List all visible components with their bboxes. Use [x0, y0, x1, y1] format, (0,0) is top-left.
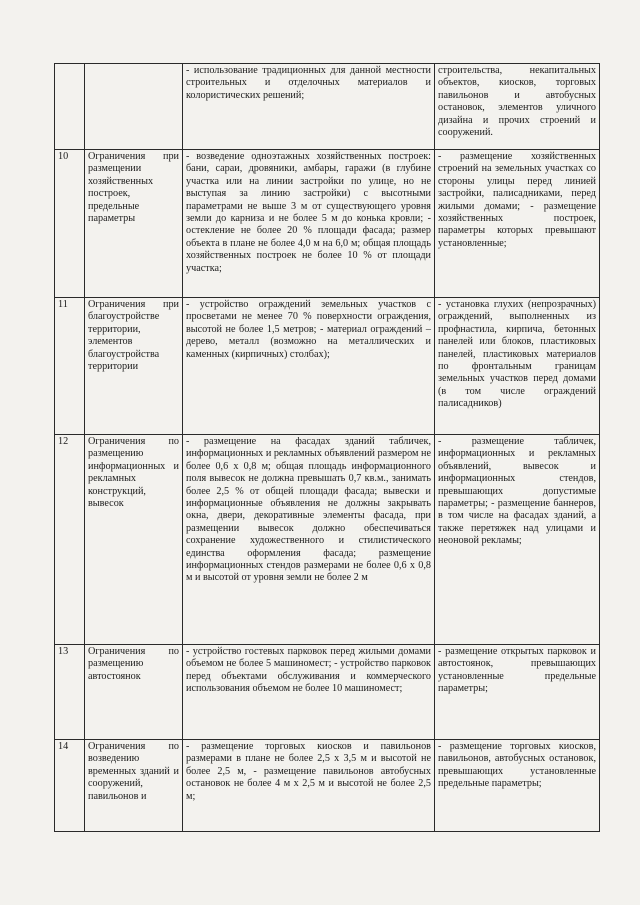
table-row [55, 435, 600, 645]
allowed-text: - размещение на фасадах зданий табличек, информационных и рекламных объявлений размером не более 0,6 х 0,8 м; общая площадь информационного поля вывесок не должна превышать 0,7 кв.м., занимать более 2,5 % от общей площади фасада; вывески и информационные объявления не должны закрывать окна, двери, декоративные элементы фасада, при размещении вывесок должно обеспечиваться сохранение художественного и стилистического единства оформления фасада; размещение информационных стендов размерами не более 0,6 х 0,8 м и высотой от уровня земли не более 2 м [183, 435, 435, 645]
row-number: 10 [55, 150, 85, 298]
regulations-table [54, 63, 600, 832]
table-row [55, 645, 600, 740]
restriction-title: Ограничения по размещению информационных и рекламных конструкций, вывесок [85, 435, 183, 645]
forbidden-text: - установка глухих (непрозрачных) ограждений, выполненных из профнастила, кирпича, бетонных панелей или блоков, пластиковых панелей, пластиковых материалов по фронтальным границам земельных участков перед домами (в том числе ограждений палисадников) [435, 298, 600, 435]
allowed-text: - устройство гостевых парковок перед жилыми домами объемом не более 5 машиномест; - устройство парковок перед объектами обслуживания и коммерческого использования объемом не более 10 машиномест; [183, 645, 435, 740]
restriction-title: Ограничения при благоустройстве территории, элементов благоустройства территории [85, 298, 183, 435]
forbidden-text: строительства, некапитальных объектов, киосков, торговых павильонов и автобусных остановок, элементов уличного дизайна и прочих строений и сооружений. [435, 64, 600, 150]
forbidden-text: - размещение хозяйственных строений на земельных участках со стороны улицы перед линией застройки, палисадниками, перед жилыми домами; - размещение хозяйственных построек, параметры которых превышают установленные; [435, 150, 600, 298]
restriction-title: Ограничения по возведению временных зданий и сооружений, павильонов и [85, 740, 183, 832]
allowed-text: - использование традиционных для данной местности строительных и отделочных материалов и колористических решений; [183, 64, 435, 150]
row-number: 11 [55, 298, 85, 435]
row-number: 12 [55, 435, 85, 645]
forbidden-text: - размещение открытых парковок и автостоянок, превышающих установленные предельные параметры; [435, 645, 600, 740]
row-number: 14 [55, 740, 85, 832]
restriction-title [85, 64, 183, 150]
forbidden-text: - размещение торговых киосков, павильонов, автобусных остановок, превышающих установленные предельные параметры; [435, 740, 600, 832]
allowed-text: - размещение торговых киосков и павильонов размерами в плане не более 2,5 х 3,5 м и высотой не более 2,5 м, - размещение павильонов автобусных остановок не более 4 м х 2,5 м и высотой не более 2,5 м; [183, 740, 435, 832]
table-row [55, 740, 600, 832]
table-row [55, 64, 600, 150]
table-row [55, 298, 600, 435]
forbidden-text: - размещение табличек, информационных и рекламных объявлений, вывесок и информационных стендов, превышающих допустимые параметры; - размещение баннеров, в том числе на фасадах зданий, а также перетяжек над улицами и неоновой рекламы; [435, 435, 600, 645]
restriction-title: Ограничения по размещению автостоянок [85, 645, 183, 740]
restriction-title: Ограничения при размещении хозяйственных построек, предельные параметры [85, 150, 183, 298]
table-row [55, 150, 600, 298]
allowed-text: - возведение одноэтажных хозяйственных построек: бани, сараи, дровяники, амбары, гаражи (в глубине участка или на линии застройки по улице, но не выступая за линию застройки) с высотными параметрами не выше 3 м от существующего уровня земли до карниза и не более 5 м до конька кровли; - остекление не более 20 % площади фасада; размер объекта в плане не более 4,0 м на 6,0 м; общая площадь хозяйственных построек не более 10 % от площади участка; [183, 150, 435, 298]
allowed-text: - устройство ограждений земельных участков с просветами не менее 70 % поверхности ограждения, высотой не более 1,5 метров; - материал ограждений – дерево, металл (возможно на металлических и каменных (кирпичных) столбах); [183, 298, 435, 435]
row-number [55, 64, 85, 150]
row-number: 13 [55, 645, 85, 740]
